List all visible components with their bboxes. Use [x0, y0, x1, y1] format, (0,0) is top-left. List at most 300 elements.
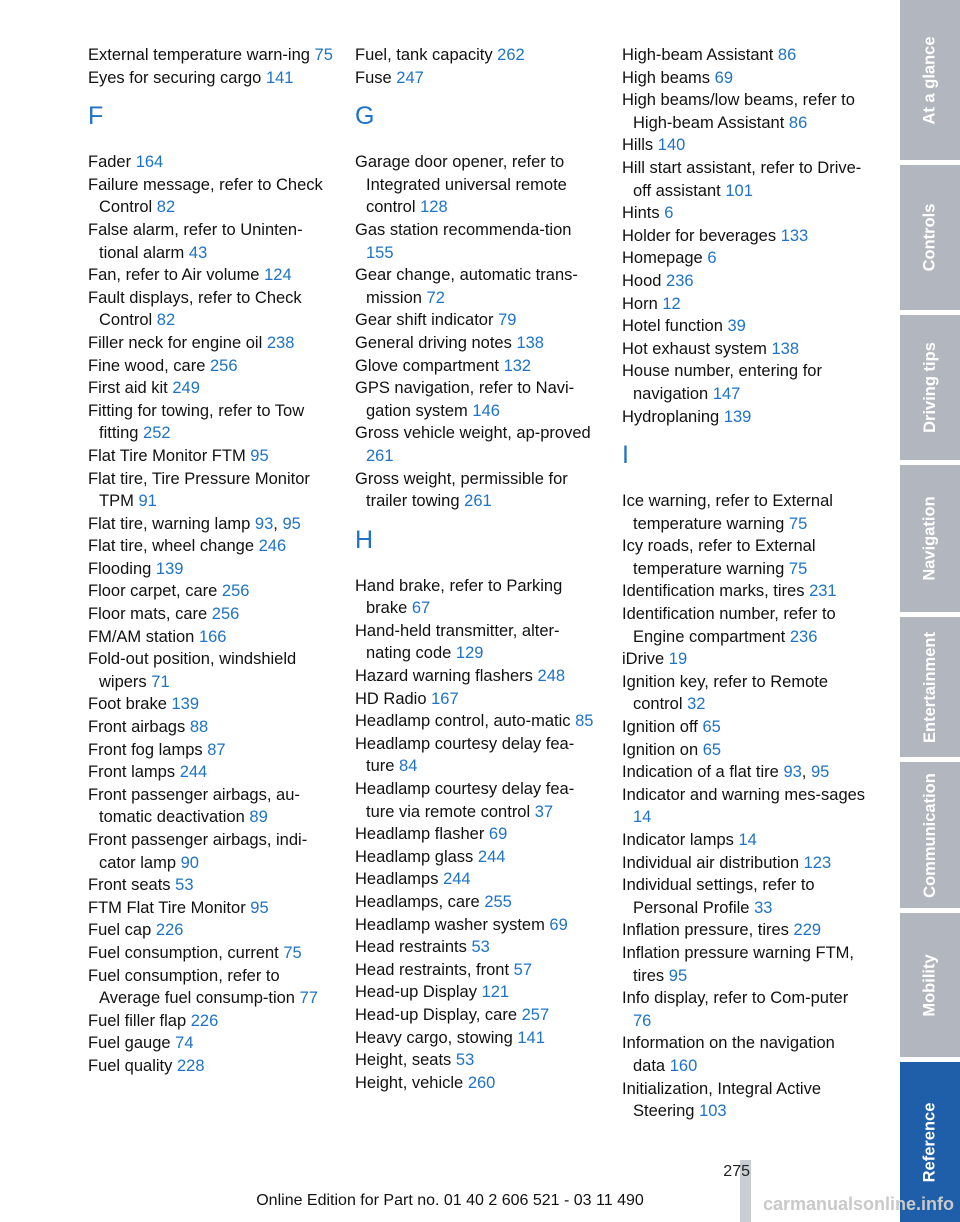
page-reference-link[interactable]: 244 [179, 763, 208, 782]
page-reference-link[interactable]: 95 [282, 514, 301, 533]
index-term: Hydroplaning [622, 407, 720, 426]
index-entry [88, 151, 333, 174]
index-entry [88, 219, 333, 264]
section-letter: G [355, 102, 375, 131]
index-entry [88, 716, 333, 739]
page-reference-link[interactable]: 260 [467, 1073, 496, 1092]
page-reference-link[interactable]: 95 [810, 763, 830, 782]
index-entry [622, 987, 867, 1032]
index-term: Height, seats [355, 1051, 452, 1070]
page-reference-link[interactable]: 103 [699, 1102, 727, 1121]
index-term: Initialization, Integral Active Steering [622, 1079, 822, 1121]
index-entry [622, 942, 867, 987]
page-reference-link[interactable]: 132 [503, 356, 532, 375]
page-reference-link[interactable]: 228 [176, 1056, 205, 1075]
index-term: iDrive [622, 650, 665, 669]
page-reference-link[interactable]: 32 [687, 695, 706, 714]
index-entry [355, 959, 600, 982]
page-reference-link[interactable]: 124 [264, 266, 292, 285]
page-reference-link[interactable]: 138 [516, 333, 544, 352]
index-entry [88, 603, 333, 626]
index-term: Front lamps [88, 763, 176, 782]
index-column-1 [88, 44, 333, 1078]
page-reference-link[interactable]: 141 [265, 68, 294, 87]
page-reference-link[interactable]: 84 [399, 757, 418, 776]
index-entry [88, 874, 333, 897]
index-term: Hood [622, 271, 662, 290]
page-reference-link[interactable]: 138 [771, 339, 800, 358]
index-term: Headlamps, care [355, 893, 480, 911]
index-column-2 [355, 44, 600, 1094]
index-term: General driving notes [355, 333, 512, 352]
index-term: High beams/low beams, refer to High-beam Assistant [622, 91, 855, 132]
page-reference-link[interactable]: 244 [443, 870, 471, 889]
page-reference-link[interactable]: 37 [534, 802, 554, 821]
index-term: Flat tire, wheel change [88, 537, 255, 556]
page-reference-link[interactable]: 14 [738, 831, 757, 849]
page-reference-link[interactable]: 69 [488, 825, 508, 844]
page-reference-link[interactable]: 14 [633, 808, 652, 827]
index-entry [622, 44, 867, 67]
index-entry [355, 332, 600, 355]
index-entry [88, 355, 333, 378]
page-reference-link[interactable]: 65 [702, 740, 722, 759]
index-entry [88, 693, 333, 716]
index-term: Gross weight, permissible for trailer towing [355, 469, 568, 511]
index-entry [355, 151, 600, 219]
index-term: Fitting for towing, refer to Tow fitting [88, 401, 305, 443]
index-entry [355, 688, 600, 711]
index-entry [88, 400, 333, 445]
chapter-tab-navigation[interactable] [900, 465, 960, 612]
index-entry [88, 287, 333, 332]
watermark: carmanualsonline.info [762, 1194, 954, 1214]
index-term: Gross vehicle weight, ap‐proved [355, 424, 591, 443]
index-term: GPS navigation, refer to Navi‐gation system [355, 379, 575, 420]
index-term: Flat Tire Monitor FTM [88, 446, 246, 465]
page-reference-link[interactable]: 226 [190, 1011, 219, 1030]
chapter-tab-driving-tips[interactable] [900, 315, 960, 460]
index-entry [622, 648, 867, 671]
index-column-3 [622, 44, 867, 1123]
index-term: Front passenger airbags, au‐tomatic deactivation [88, 785, 300, 827]
index-term: FTM Flat Tire Monitor [88, 898, 246, 917]
page-reference-link[interactable]: 139 [155, 559, 184, 578]
index-entry [88, 761, 333, 784]
page-reference-link[interactable]: 53 [471, 938, 490, 957]
index-term: Fader [88, 153, 132, 172]
chapter-tab-entertainment[interactable] [900, 617, 960, 757]
index-entry [622, 874, 867, 919]
page-reference-link[interactable]: 244 [477, 847, 506, 866]
index-term: Flat tire, warning lamp [88, 514, 251, 533]
page-reference-link[interactable]: 146 [472, 401, 500, 420]
page-reference-link[interactable]: 155 [366, 243, 394, 262]
index-term: Indicator and warning mes‐sages [622, 785, 866, 804]
index-term: Headlamp washer system [355, 915, 545, 934]
index-entry [88, 897, 333, 920]
index-entry [622, 852, 867, 875]
page-reference-link[interactable]: 93 [254, 514, 274, 533]
chapter-tab-mobility[interactable] [900, 913, 960, 1057]
page-reference-link[interactable]: 262 [497, 46, 525, 64]
chapter-tab-label: Communication [920, 772, 939, 898]
page-reference-link[interactable]: 246 [258, 537, 287, 556]
index-term: House number, entering for navigation [622, 362, 822, 403]
page-reference-link[interactable]: 123 [803, 853, 832, 872]
index-entry [622, 338, 867, 361]
chapter-tab-label: Navigation [920, 496, 939, 581]
index-term: Ignition on [622, 740, 699, 759]
index-entry [88, 919, 333, 942]
index-entry [355, 1004, 600, 1027]
index-entry [622, 739, 867, 762]
index-term: Gas station recommenda‐tion [355, 220, 572, 239]
index-entry [622, 716, 867, 739]
index-entry [355, 846, 600, 869]
page-reference-link[interactable]: 53 [455, 1051, 475, 1070]
page-reference-link[interactable]: 91 [138, 492, 157, 511]
page-reference-link[interactable]: 72 [426, 288, 445, 307]
page-reference-link[interactable]: 147 [712, 384, 741, 403]
index-term: Hand-held transmitter, alter‐nating code [355, 621, 560, 663]
page-reference-link[interactable]: 69 [714, 68, 733, 87]
chapter-tab-label: Driving tips [920, 342, 939, 433]
page-reference-link[interactable]: 121 [481, 983, 510, 1002]
page-reference-link[interactable]: 65 [702, 718, 721, 737]
index-term: Fine wood, care [88, 356, 206, 375]
index-term: HD Radio [355, 689, 427, 708]
page-number: 275 [723, 1163, 750, 1180]
chapter-tab-label: Entertainment [920, 631, 939, 743]
index-entry [355, 67, 600, 90]
page-reference-link[interactable]: 166 [198, 627, 227, 646]
page-reference-link[interactable]: 57 [513, 960, 533, 979]
index-term: Head restraints [355, 938, 467, 957]
index-entry [88, 1055, 333, 1078]
page-reference-link[interactable]: 93 [783, 763, 802, 782]
page-reference-link[interactable]: 76 [633, 1011, 652, 1030]
page-reference-link[interactable]: 160 [669, 1056, 698, 1075]
index-term: Floor carpet, care [88, 582, 218, 601]
index-entry [355, 377, 600, 422]
page-reference-link[interactable]: 39 [727, 317, 746, 336]
index-term: Fuel quality [88, 1056, 173, 1075]
page-reference-link[interactable]: 82 [156, 198, 176, 217]
index-term: Information on the navigation data [622, 1034, 835, 1075]
index-term: Fuel cap [88, 921, 152, 940]
page-reference-link[interactable]: 6 [707, 249, 717, 268]
page-reference-link[interactable]: 256 [211, 605, 240, 624]
index-term: Horn [622, 294, 658, 313]
index-entry [622, 89, 867, 134]
index-entry [355, 665, 600, 688]
index-term: Hills [622, 136, 654, 155]
index-entry [622, 157, 867, 202]
index-entry [88, 535, 333, 558]
page-reference-link[interactable]: 69 [549, 915, 568, 934]
index-term: Hot exhaust system [622, 339, 767, 358]
index-term: Gear shift indicator [355, 311, 494, 330]
index-term: Gear change, automatic trans‐mission [355, 266, 578, 307]
page-reference-link[interactable]: 236 [789, 627, 818, 646]
index-entry [88, 648, 333, 693]
index-entry [355, 733, 600, 778]
index-term: Headlamp control, auto‐matic [355, 712, 571, 731]
index-entry [88, 829, 333, 874]
index-term: Front airbags [88, 718, 186, 737]
index-term: Hints [622, 204, 660, 223]
index-term: Head restraints, front [355, 960, 510, 979]
index-entry [355, 44, 600, 67]
page-reference-link[interactable]: 79 [498, 311, 517, 330]
chapter-tab-at-a-glance[interactable] [900, 0, 960, 160]
index-entry [355, 868, 600, 891]
index-term: Hand brake, refer to Parking brake [355, 576, 563, 618]
index-term: FM/AM station [88, 627, 195, 646]
index-entry [355, 914, 600, 937]
page-reference-link[interactable]: 139 [171, 695, 199, 714]
chapter-tab-label: Mobility [920, 953, 939, 1017]
index-entry [355, 620, 600, 665]
index-entry [622, 919, 867, 942]
page-reference-link[interactable]: 90 [180, 853, 199, 872]
index-entry [622, 225, 867, 248]
page-reference-link[interactable]: 75 [788, 559, 808, 578]
index-term: Filler neck for engine oil [88, 333, 263, 352]
page-reference-link[interactable]: 89 [249, 808, 268, 827]
index-entry [355, 891, 600, 914]
index-entry [355, 981, 600, 1004]
index-entry [622, 202, 867, 225]
index-term: False alarm, refer to Uninten‐tional alarm [88, 220, 303, 262]
index-entry [622, 829, 867, 852]
page-reference-link[interactable]: 252 [143, 424, 171, 443]
page-reference-link[interactable]: 101 [725, 181, 753, 200]
index-term: Icy roads, refer to External temperature warning [622, 537, 816, 578]
index-term: Garage door opener, refer to Integrated universal remote control [355, 153, 567, 217]
index-term: Head-up Display, care [355, 1005, 518, 1024]
page-reference-link[interactable]: 226 [155, 921, 184, 940]
page-reference-link[interactable]: 247 [396, 68, 424, 87]
section-letter: I [622, 441, 629, 470]
index-entry [355, 710, 600, 733]
index-entry [88, 626, 333, 649]
index-entry [88, 468, 333, 513]
page-reference-link[interactable]: 77 [299, 989, 318, 1008]
page-reference-link[interactable]: 33 [754, 898, 773, 917]
page-reference-link[interactable]: 6 [664, 204, 674, 223]
section-letter: H [355, 525, 374, 554]
index-entry [355, 823, 600, 846]
page-reference-link[interactable]: 75 [788, 514, 808, 533]
page-reference-link[interactable]: 140 [657, 136, 686, 155]
page-reference-link[interactable]: 95 [250, 898, 269, 917]
index-term: Individual settings, refer to Personal Profile [622, 876, 815, 917]
index-term: Fuel consumption, current [88, 943, 279, 962]
index-term: Flooding [88, 559, 152, 578]
index-term: Hazard warning flashers [355, 667, 533, 686]
page-reference-link[interactable]: 71 [151, 672, 170, 691]
section-letter: F [88, 102, 104, 131]
index-entry [355, 936, 600, 959]
index-entry [622, 535, 867, 580]
index-entry [622, 360, 867, 405]
page-reference-link[interactable]: 43 [188, 243, 208, 262]
page-reference-link[interactable]: 256 [210, 356, 238, 375]
index-term: Head-up Display [355, 983, 477, 1002]
index-term: Indication of a flat tire [622, 763, 779, 782]
index-term: Glove compartment [355, 356, 499, 375]
index-term: Ignition off [622, 718, 698, 737]
index-entry [622, 1032, 867, 1077]
page-reference-link[interactable]: 167 [431, 689, 459, 708]
chapter-tab-controls[interactable] [900, 165, 960, 310]
index-entry [355, 1072, 600, 1095]
index-term: Front fog lamps [88, 740, 203, 759]
index-entry [88, 377, 333, 400]
page-reference-link[interactable]: 86 [788, 113, 808, 132]
index-entry [88, 1032, 333, 1055]
index-entry [88, 580, 333, 603]
index-entry [622, 784, 867, 829]
index-entry [355, 1027, 600, 1050]
index-term: Holder for beverages [622, 226, 777, 245]
index-term: First aid kit [88, 379, 168, 398]
page-reference-link[interactable]: 257 [521, 1005, 550, 1024]
index-term: Foot brake [88, 695, 167, 714]
index-term: External temperature warn‐ing [88, 46, 310, 64]
page-reference-link[interactable]: 255 [484, 893, 512, 911]
page-reference-link[interactable]: 261 [464, 492, 492, 511]
chapter-tab-label: At a glance [920, 35, 939, 125]
index-term: Identification number, refer to Engine compartment [622, 605, 836, 646]
page-reference-link[interactable]: 248 [537, 667, 566, 686]
page-reference-link[interactable]: 67 [411, 599, 431, 618]
index-entry: Indication of a flat tire 93, 95 [622, 763, 830, 782]
page-reference-link[interactable]: 141 [517, 1028, 545, 1047]
index-term: Fold-out position, windshield wipers [88, 650, 297, 691]
index-entry [355, 422, 600, 467]
index-term: Fuel filler flap [88, 1011, 187, 1030]
page-reference-link[interactable]: 19 [668, 650, 688, 669]
page-reference-link[interactable]: 74 [175, 1034, 194, 1053]
index-entry [88, 739, 333, 762]
chapter-tab-label: Controls [920, 203, 939, 272]
chapter-tabs [900, 0, 960, 1222]
index-entry [88, 784, 333, 829]
index-term: Identification marks, tires [622, 582, 805, 601]
index-term: High-beam Assistant [622, 46, 774, 64]
page-reference-link[interactable]: 236 [666, 271, 694, 290]
index-entry [355, 575, 600, 620]
index-entry [622, 1078, 867, 1123]
index-term: Height, vehicle [355, 1073, 464, 1092]
index-entry [622, 247, 867, 270]
index-entry [88, 1010, 333, 1033]
chapter-tab-label: Reference [920, 1102, 939, 1182]
index-term: Indicator lamps [622, 831, 734, 849]
index-term: Homepage [622, 249, 703, 268]
index-entry [88, 965, 333, 1010]
edition-footer: Online Edition for Part no. 01 40 2 606 521 - 03 11 490 [256, 1192, 644, 1209]
index-entry [622, 406, 867, 429]
page-reference-link[interactable]: 12 [662, 294, 681, 313]
index-entry [355, 1049, 600, 1072]
index-term: Fuse [355, 68, 392, 87]
page-reference-link[interactable]: 129 [455, 644, 484, 663]
page-reference-link[interactable]: 231 [809, 582, 837, 601]
page-reference-link[interactable]: 87 [207, 740, 226, 759]
index-entry [622, 134, 867, 157]
page-reference-link[interactable]: 86 [777, 46, 797, 64]
page-reference-link[interactable]: 256 [221, 582, 250, 601]
index-term: Front passenger airbags, indi‐cator lamp [88, 831, 308, 872]
index-term: Inflation pressure, tires [622, 921, 789, 940]
index-term: Failure message, refer to Check Control [88, 175, 323, 217]
index-term: Headlamps [355, 870, 439, 889]
index-term: Hotel function [622, 317, 723, 336]
index-term: Floor mats, care [88, 605, 208, 624]
page-reference-link[interactable]: 164 [135, 153, 164, 172]
index-entry: Flat tire, warning lamp 93, 95 [88, 514, 301, 533]
index-entry [88, 67, 333, 90]
index-entry [88, 332, 333, 355]
page-reference-link[interactable]: 88 [189, 718, 209, 737]
index-entry [88, 264, 333, 287]
page-reference-link[interactable]: 95 [250, 446, 269, 465]
index-term: Flat tire, Tire Pressure Monitor TPM [88, 469, 310, 511]
index-entry [622, 270, 867, 293]
page-reference-link[interactable]: 95 [668, 966, 688, 985]
page-reference-link[interactable]: 249 [172, 379, 200, 398]
page-reference-link[interactable]: 229 [793, 921, 822, 940]
index-term: Ignition key, refer to Remote control [622, 672, 829, 714]
index-entry [88, 174, 333, 219]
index-term: Fuel consumption, refer to Average fuel consump‐tion [88, 966, 295, 1008]
page-reference-link[interactable]: 75 [314, 46, 333, 64]
index-entry [355, 264, 600, 309]
index-term: Hill start assistant, refer to Drive-off assistant [622, 158, 862, 200]
index-entry [355, 309, 600, 332]
page-reference-link[interactable]: 133 [780, 226, 809, 245]
page-reference-link[interactable]: 261 [366, 446, 394, 465]
page-reference-link[interactable]: 85 [575, 712, 594, 731]
index-term: Headlamp flasher [355, 825, 485, 844]
index-term: Eyes for securing cargo [88, 68, 262, 87]
page-reference-link[interactable]: 128 [420, 198, 448, 217]
page-reference-link[interactable]: 82 [156, 311, 176, 330]
page-reference-link[interactable]: 75 [283, 943, 302, 962]
index-term: Fan, refer to Air volume [88, 266, 260, 285]
index-entry [622, 293, 867, 316]
index-entry [622, 315, 867, 338]
index-term: Inflation pressure warning FTM, tires [622, 943, 855, 985]
index-term: Fault displays, refer to Check Control [88, 288, 302, 330]
chapter-tab-communication[interactable] [900, 762, 960, 908]
index-entry [622, 671, 867, 716]
index-term: Headlamp courtesy delay fea‐ture [355, 734, 575, 776]
page-reference-link[interactable]: 238 [266, 333, 295, 352]
index-entry [355, 468, 600, 513]
index-term: Individual air distribution [622, 853, 800, 872]
page-reference-link[interactable]: 139 [723, 407, 752, 426]
index-entry [88, 445, 333, 468]
index-entry [622, 603, 867, 648]
page-reference-link[interactable]: 53 [175, 876, 194, 895]
index-entry [622, 67, 867, 90]
index-entry [355, 219, 600, 264]
